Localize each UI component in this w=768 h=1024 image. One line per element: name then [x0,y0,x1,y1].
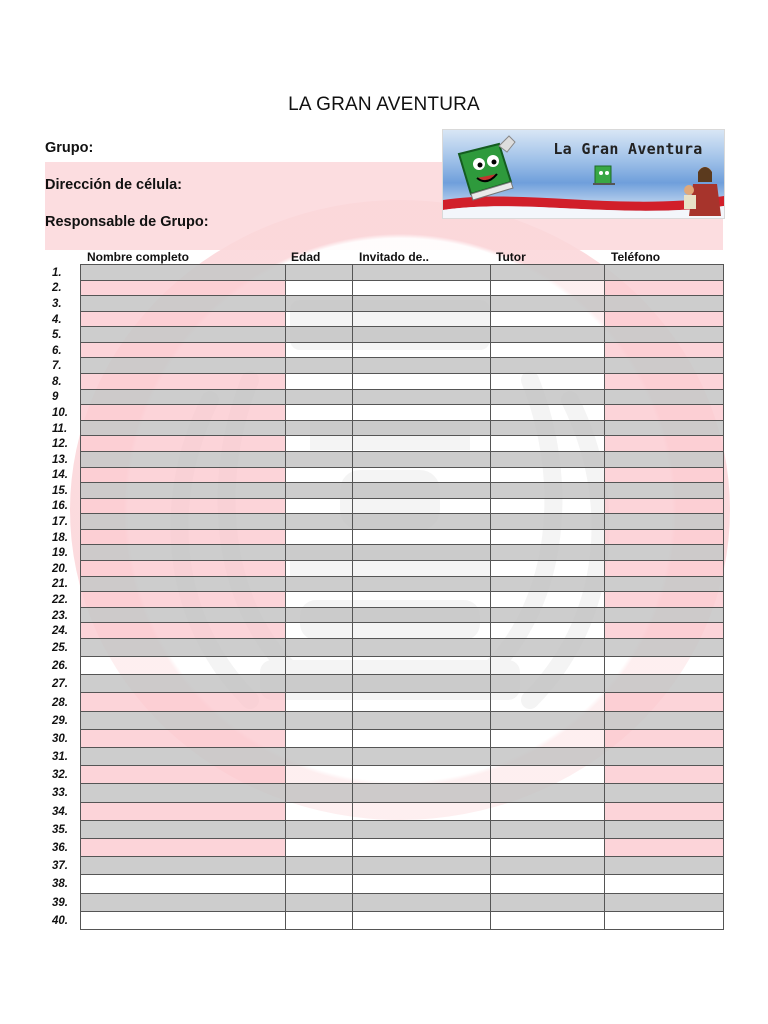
tutor-cell[interactable] [491,577,605,593]
row-number: 7. [52,360,62,373]
telefono-cell[interactable] [605,784,724,802]
table-row [52,693,724,711]
invitado-cell[interactable] [353,452,491,468]
edad-cell[interactable] [286,712,353,730]
table-row [52,784,724,802]
row-number: 34. [52,805,68,818]
row-number: 29. [52,714,68,727]
edad-cell[interactable] [286,608,353,624]
nombre-cell[interactable] [81,499,286,515]
row-number: 8. [52,375,62,388]
table-row [52,468,724,484]
invitado-cell[interactable] [353,405,491,421]
table-row [52,623,724,639]
column-header-nombre: Nombre completo [87,250,190,264]
invitado-cell[interactable] [353,608,491,624]
edad-cell[interactable] [286,623,353,639]
small-book-character-icon [591,162,617,190]
table-row [52,530,724,546]
row-number: 33. [52,787,68,800]
invitado-cell[interactable] [353,784,491,802]
table-row [52,639,724,657]
table-row [52,514,724,530]
telefono-cell[interactable] [605,421,724,437]
tutor-cell[interactable] [491,483,605,499]
edad-cell[interactable] [286,821,353,839]
telefono-cell[interactable] [605,452,724,468]
telefono-cell[interactable] [605,561,724,577]
tutor-cell[interactable] [491,358,605,374]
invitado-cell[interactable] [353,839,491,857]
tutor-cell[interactable] [491,452,605,468]
nombre-cell[interactable] [81,312,286,328]
edad-cell[interactable] [286,281,353,297]
invitado-cell[interactable] [353,561,491,577]
invitado-cell[interactable] [353,577,491,593]
table-row [52,312,724,328]
row-number: 24. [52,625,68,638]
tutor-cell[interactable] [491,265,605,281]
invitado-cell[interactable] [353,281,491,297]
tutor-cell[interactable] [491,912,605,930]
invitado-cell[interactable] [353,894,491,912]
row-number: 27. [52,678,68,691]
telefono-cell[interactable] [605,766,724,784]
row-number: 5. [52,329,62,342]
nombre-cell[interactable] [81,483,286,499]
roster-header [80,250,723,264]
nombre-cell[interactable] [81,803,286,821]
nombre-cell[interactable] [81,343,286,359]
invitado-cell[interactable] [353,468,491,484]
invitado-cell[interactable] [353,857,491,875]
column-header-edad: Edad [291,250,321,264]
nombre-cell[interactable] [81,265,286,281]
edad-cell[interactable] [286,312,353,328]
tutor-cell[interactable] [491,281,605,297]
telefono-cell[interactable] [605,712,724,730]
telefono-cell[interactable] [605,657,724,675]
edad-cell[interactable] [286,730,353,748]
table-row [52,657,724,675]
table-row [52,561,724,577]
banner-title: La Gran Aventura [553,140,703,158]
tutor-cell[interactable] [491,592,605,608]
telefono-cell[interactable] [605,821,724,839]
nombre-cell[interactable] [81,839,286,857]
table-row [52,281,724,297]
edad-cell[interactable] [286,530,353,546]
invitado-cell[interactable] [353,657,491,675]
nombre-cell[interactable] [81,530,286,546]
edad-cell[interactable] [286,657,353,675]
tutor-cell[interactable] [491,730,605,748]
invitado-cell[interactable] [353,514,491,530]
table-row [52,452,724,468]
telefono-cell[interactable] [605,592,724,608]
telefono-cell[interactable] [605,468,724,484]
telefono-cell[interactable] [605,730,724,748]
nombre-cell[interactable] [81,390,286,406]
table-row [52,766,724,784]
table-row [52,608,724,624]
telefono-cell[interactable] [605,545,724,561]
telefono-cell[interactable] [605,675,724,693]
row-number: 38. [52,878,68,891]
invitado-cell[interactable] [353,639,491,657]
invitado-cell[interactable] [353,693,491,711]
nombre-cell[interactable] [81,748,286,766]
tutor-cell[interactable] [491,875,605,893]
row-number: 12. [52,438,68,451]
row-number: 32. [52,769,68,782]
nombre-cell[interactable] [81,657,286,675]
tutor-cell[interactable] [491,312,605,328]
grupo-label: Grupo: [45,140,94,156]
nombre-cell[interactable] [81,421,286,437]
telefono-cell[interactable] [605,312,724,328]
tutor-cell[interactable] [491,343,605,359]
telefono-cell[interactable] [605,530,724,546]
table-row [52,857,724,875]
invitado-cell[interactable] [353,912,491,930]
nombre-cell[interactable] [81,875,286,893]
telefono-cell[interactable] [605,390,724,406]
invitado-cell[interactable] [353,265,491,281]
telefono-cell[interactable] [605,875,724,893]
row-number: 28. [52,696,68,709]
edad-cell[interactable] [286,327,353,343]
invitado-cell[interactable] [353,327,491,343]
tutor-cell[interactable] [491,296,605,312]
edad-cell[interactable] [286,483,353,499]
column-header-telefono: Teléfono [611,250,661,264]
edad-cell[interactable] [286,766,353,784]
row-number: 22. [52,593,68,606]
tutor-cell[interactable] [491,530,605,546]
table-row [52,436,724,452]
invitado-cell[interactable] [353,390,491,406]
row-number: 1. [52,266,62,279]
telefono-cell[interactable] [605,894,724,912]
edad-cell[interactable] [286,784,353,802]
tutor-cell[interactable] [491,421,605,437]
row-number: 40. [52,914,68,927]
edad-cell[interactable] [286,390,353,406]
row-number: 39. [52,896,68,909]
row-number: 26. [52,660,68,673]
invitado-cell[interactable] [353,545,491,561]
edad-cell[interactable] [286,561,353,577]
edad-cell[interactable] [286,514,353,530]
invitado-cell[interactable] [353,374,491,390]
tutor-cell[interactable] [491,436,605,452]
row-number: 13. [52,453,68,466]
tutor-cell[interactable] [491,784,605,802]
nombre-cell[interactable] [81,296,286,312]
la-gran-aventura-banner [442,129,725,219]
telefono-cell[interactable] [605,857,724,875]
edad-cell[interactable] [286,675,353,693]
edad-cell[interactable] [286,693,353,711]
nombre-cell[interactable] [81,561,286,577]
edad-cell[interactable] [286,839,353,857]
invitado-cell[interactable] [353,483,491,499]
row-number: 15. [52,484,68,497]
row-number: 35. [52,823,68,836]
table-row [52,839,724,857]
invitado-cell[interactable] [353,821,491,839]
table-row [52,265,724,281]
telefono-cell[interactable] [605,639,724,657]
edad-cell[interactable] [286,803,353,821]
row-number: 3. [52,297,62,310]
edad-cell[interactable] [286,912,353,930]
row-number: 10. [52,406,68,419]
table-row [52,343,724,359]
table-row [52,912,724,930]
tutor-cell[interactable] [491,693,605,711]
invitado-cell[interactable] [353,358,491,374]
table-row [52,730,724,748]
responsable-label: Responsable de Grupo: [45,214,209,230]
invitado-cell[interactable] [353,296,491,312]
nombre-cell[interactable] [81,712,286,730]
nombre-cell[interactable] [81,514,286,530]
nombre-cell[interactable] [81,468,286,484]
telefono-cell[interactable] [605,436,724,452]
jesus-with-child-icon [679,164,721,216]
tutor-cell[interactable] [491,839,605,857]
edad-cell[interactable] [286,405,353,421]
nombre-cell[interactable] [81,358,286,374]
row-number: 16. [52,500,68,513]
tutor-cell[interactable] [491,499,605,515]
row-number: 18. [52,531,68,544]
row-number: 37. [52,860,68,873]
row-number: 14. [52,469,68,482]
telefono-cell[interactable] [605,839,724,857]
table-row [52,875,724,893]
tutor-cell[interactable] [491,468,605,484]
nombre-cell[interactable] [81,693,286,711]
telefono-cell[interactable] [605,514,724,530]
table-row [52,748,724,766]
row-number: 2. [52,282,62,295]
invitado-cell[interactable] [353,436,491,452]
telefono-cell[interactable] [605,483,724,499]
edad-cell[interactable] [286,545,353,561]
invitado-cell[interactable] [353,803,491,821]
tutor-cell[interactable] [491,894,605,912]
edad-cell[interactable] [286,436,353,452]
table-row [52,405,724,421]
telefono-cell[interactable] [605,748,724,766]
edad-cell[interactable] [286,748,353,766]
row-number: 30. [52,732,68,745]
invitado-cell[interactable] [353,766,491,784]
tutor-cell[interactable] [491,327,605,343]
nombre-cell[interactable] [81,577,286,593]
row-number: 23. [52,609,68,622]
invitado-cell[interactable] [353,343,491,359]
table-row [52,327,724,343]
row-number: 17. [52,516,68,529]
table-row [52,483,724,499]
invitado-cell[interactable] [353,312,491,328]
edad-cell[interactable] [286,639,353,657]
edad-cell[interactable] [286,374,353,390]
edad-cell[interactable] [286,875,353,893]
edad-cell[interactable] [286,452,353,468]
edad-cell[interactable] [286,894,353,912]
row-number: 20. [52,562,68,575]
telefono-cell[interactable] [605,374,724,390]
telefono-cell[interactable] [605,608,724,624]
document-title: LA GRAN AVENTURA [288,94,480,115]
tutor-cell[interactable] [491,623,605,639]
invitado-cell[interactable] [353,748,491,766]
edad-cell[interactable] [286,499,353,515]
row-number: 36. [52,842,68,855]
telefono-cell[interactable] [605,327,724,343]
row-number: 21. [52,578,68,591]
edad-cell[interactable] [286,577,353,593]
column-header-invitado: Invitado de.. [359,250,430,264]
edad-cell[interactable] [286,468,353,484]
nombre-cell[interactable] [81,623,286,639]
nombre-cell[interactable] [81,857,286,875]
tutor-cell[interactable] [491,675,605,693]
nombre-cell[interactable] [81,766,286,784]
nombre-cell[interactable] [81,405,286,421]
tutor-cell[interactable] [491,639,605,657]
nombre-cell[interactable] [81,730,286,748]
table-row [52,421,724,437]
nombre-cell[interactable] [81,452,286,468]
tutor-cell[interactable] [491,821,605,839]
nombre-cell[interactable] [81,608,286,624]
edad-cell[interactable] [286,592,353,608]
telefono-cell[interactable] [605,803,724,821]
tutor-cell[interactable] [491,390,605,406]
invitado-cell[interactable] [353,530,491,546]
tutor-cell[interactable] [491,857,605,875]
roster-table [52,264,724,930]
edad-cell[interactable] [286,343,353,359]
direccion-label: Dirección de célula: [45,177,182,193]
edad-cell[interactable] [286,857,353,875]
table-row [52,545,724,561]
row-number: 9 [52,391,59,404]
table-row [52,577,724,593]
telefono-cell[interactable] [605,265,724,281]
telefono-cell[interactable] [605,405,724,421]
tutor-cell[interactable] [491,514,605,530]
row-number: 25. [52,641,68,654]
table-row [52,675,724,693]
invitado-cell[interactable] [353,875,491,893]
tutor-cell[interactable] [491,657,605,675]
tutor-cell[interactable] [491,545,605,561]
row-number: 11. [52,422,68,435]
telefono-cell[interactable] [605,499,724,515]
invitado-cell[interactable] [353,712,491,730]
invitado-cell[interactable] [353,499,491,515]
table-row [52,803,724,821]
telefono-cell[interactable] [605,577,724,593]
table-row [52,592,724,608]
invitado-cell[interactable] [353,623,491,639]
nombre-cell[interactable] [81,327,286,343]
table-row [52,358,724,374]
nombre-cell[interactable] [81,912,286,930]
tutor-cell[interactable] [491,608,605,624]
table-row [52,499,724,515]
telefono-cell[interactable] [605,296,724,312]
invitado-cell[interactable] [353,592,491,608]
nombre-cell[interactable] [81,894,286,912]
table-row [52,296,724,312]
nombre-cell[interactable] [81,784,286,802]
tutor-cell[interactable] [491,405,605,421]
nombre-cell[interactable] [81,592,286,608]
edad-cell[interactable] [286,296,353,312]
invitado-cell[interactable] [353,675,491,693]
telefono-cell[interactable] [605,693,724,711]
tutor-cell[interactable] [491,766,605,784]
edad-cell[interactable] [286,358,353,374]
nombre-cell[interactable] [81,281,286,297]
tutor-cell[interactable] [491,803,605,821]
column-header-tutor: Tutor [496,250,526,264]
tutor-cell[interactable] [491,374,605,390]
telefono-cell[interactable] [605,623,724,639]
edad-cell[interactable] [286,421,353,437]
nombre-cell[interactable] [81,675,286,693]
cartoon-book-character-icon [449,134,519,206]
row-number: 19. [52,547,68,560]
tutor-cell[interactable] [491,561,605,577]
telefono-cell[interactable] [605,912,724,930]
row-number: 4. [52,313,62,326]
nombre-cell[interactable] [81,374,286,390]
row-number: 31. [52,751,68,764]
table-row [52,374,724,390]
invitado-cell[interactable] [353,421,491,437]
tutor-cell[interactable] [491,748,605,766]
telefono-cell[interactable] [605,358,724,374]
table-row [52,894,724,912]
row-number: 6. [52,344,62,357]
nombre-cell[interactable] [81,821,286,839]
telefono-cell[interactable] [605,281,724,297]
nombre-cell[interactable] [81,545,286,561]
table-row [52,390,724,406]
telefono-cell[interactable] [605,343,724,359]
invitado-cell[interactable] [353,730,491,748]
table-row [52,712,724,730]
edad-cell[interactable] [286,265,353,281]
table-row [52,821,724,839]
nombre-cell[interactable] [81,436,286,452]
nombre-cell[interactable] [81,639,286,657]
tutor-cell[interactable] [491,712,605,730]
